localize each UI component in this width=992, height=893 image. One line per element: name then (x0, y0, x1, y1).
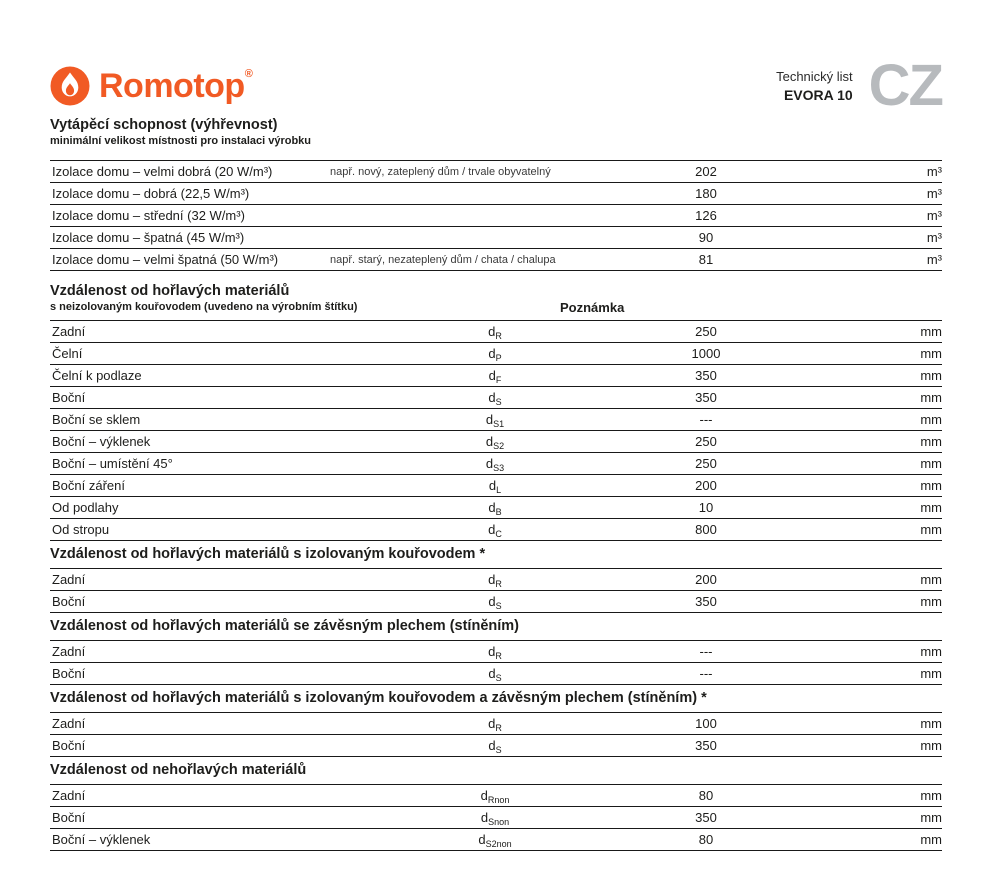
row-value: 100 (695, 716, 717, 731)
row-symbol (460, 368, 530, 383)
row-unit: mm (920, 434, 942, 449)
table-row (50, 519, 942, 541)
row-label: Zadní (52, 716, 86, 731)
symbol-base: d (488, 346, 496, 361)
row-unit: mm (920, 324, 942, 339)
table-row (50, 387, 942, 409)
symbol-subscript: S2non (485, 839, 512, 849)
table-row (50, 785, 942, 807)
symbol-subscript: S (495, 673, 502, 683)
row-label: Od podlahy (52, 500, 119, 515)
row-label: Boční (52, 390, 86, 405)
row-label: Boční (52, 738, 86, 753)
row-label: Izolace domu – velmi dobrá (20 W/m³) (52, 164, 273, 179)
symbol-subscript: S (495, 601, 502, 611)
table-row (50, 183, 942, 205)
symbol-subscript: R (495, 651, 502, 661)
section-title: Vzdálenost od hořlavých materiálů s izolovaným kouřovodem a závěsným plechem (stíněním) * (50, 690, 707, 706)
symbol-subscript: B (495, 507, 502, 517)
distance-insulated-flue-shielding-table (50, 712, 942, 757)
row-label: Izolace domu – špatná (45 W/m³) (52, 230, 245, 245)
row-value: 200 (695, 478, 717, 493)
row-symbol (460, 666, 530, 681)
table-row (50, 161, 942, 183)
row-unit: mm (920, 738, 942, 753)
row-label: Zadní (52, 644, 86, 659)
symbol-subscript: S2 (493, 441, 505, 451)
section-subtitle: s neizolovaným kouřovodem (uvedeno na výrobním štítku) (50, 301, 358, 313)
symbol-base: d (488, 644, 496, 659)
row-unit: mm (920, 478, 942, 493)
row-value: 10 (698, 500, 714, 515)
romotop-logo (50, 66, 253, 106)
row-unit: m³ (926, 164, 942, 179)
symbol-subscript: F (495, 375, 502, 385)
section-title: Vzdálenost od hořlavých materiálů s izolovaným kouřovodem * (50, 546, 486, 562)
row-unit: mm (920, 788, 942, 803)
table-row (50, 343, 942, 365)
row-symbol (460, 478, 530, 493)
document-meta (776, 69, 853, 104)
table-row (50, 227, 942, 249)
symbol-subscript: R (495, 579, 502, 589)
document-type: Technický list (776, 68, 853, 84)
symbol-base: d (488, 572, 496, 587)
distance-shielding-plate-table (50, 640, 942, 685)
table-row (50, 569, 942, 591)
row-label: Boční – výklenek (52, 832, 151, 847)
row-label: Od stropu (52, 522, 110, 537)
row-symbol (460, 390, 530, 405)
table-row (50, 475, 942, 497)
row-symbol (460, 346, 530, 361)
row-value: 180 (695, 186, 717, 201)
section-title: Vzdálenost od nehořlavých materiálů (50, 762, 307, 778)
row-unit: mm (920, 572, 942, 587)
row-unit: mm (920, 412, 942, 427)
country-code: CZ (868, 53, 942, 118)
row-label: Izolace domu – střední (32 W/m³) (52, 208, 245, 223)
row-unit: mm (920, 810, 942, 825)
flame-icon (50, 66, 90, 106)
row-unit: mm (920, 644, 942, 659)
symbol-subscript: S (495, 397, 502, 407)
row-symbol (460, 324, 530, 339)
row-symbol (460, 434, 530, 449)
symbol-subscript: P (495, 353, 502, 363)
row-unit: m³ (926, 186, 942, 201)
row-symbol (460, 738, 530, 753)
row-unit: m³ (926, 252, 942, 267)
distance-noncombustible-table (50, 784, 942, 851)
row-unit: mm (920, 456, 942, 471)
row-symbol (460, 594, 530, 609)
row-label: Boční (52, 666, 86, 681)
row-unit: mm (920, 500, 942, 515)
distance-insulated-flue-table (50, 568, 942, 613)
row-label: Boční – umístění 45° (52, 456, 173, 471)
row-value: 350 (695, 368, 717, 383)
table-row (50, 807, 942, 829)
table-row (50, 713, 942, 735)
row-symbol (460, 810, 530, 825)
row-symbol (460, 644, 530, 659)
row-label: Čelní k podlaze (52, 368, 142, 383)
row-value: 250 (695, 434, 717, 449)
table-row (50, 321, 942, 343)
row-unit: m³ (926, 208, 942, 223)
row-unit: mm (920, 522, 942, 537)
symbol-subscript: C (495, 529, 502, 539)
section-distance-uninsulated-flue (50, 284, 942, 541)
symbol-base: d (485, 456, 494, 471)
table-row (50, 641, 942, 663)
symbol-base: d (488, 478, 497, 493)
symbol-base: d (488, 522, 496, 537)
row-note: např. nový, zateplený dům / trvale obyvatelný (330, 165, 551, 178)
row-symbol (460, 500, 530, 515)
row-value: --- (699, 666, 713, 681)
registered-mark: ® (244, 68, 253, 80)
row-value: 81 (698, 252, 714, 267)
row-unit: mm (920, 594, 942, 609)
symbol-subscript: S (495, 745, 502, 755)
table-row (50, 829, 942, 851)
table-row (50, 249, 942, 271)
symbol-base: d (488, 390, 496, 405)
row-label: Izolace domu – velmi špatná (50 W/m³) (52, 252, 279, 267)
row-unit: mm (920, 368, 942, 383)
symbol-base: d (480, 788, 488, 803)
section-distance-noncombustible (50, 763, 942, 851)
row-value: 350 (695, 390, 717, 405)
symbol-base: d (488, 324, 496, 339)
row-unit: mm (920, 390, 942, 405)
header-right (776, 53, 942, 118)
row-value: 1000 (691, 346, 721, 361)
row-value: 80 (698, 832, 714, 847)
row-value: 202 (695, 164, 717, 179)
row-symbol (460, 522, 530, 537)
row-value: 350 (695, 810, 717, 825)
row-value: 350 (695, 594, 717, 609)
row-value: 250 (695, 456, 717, 471)
row-symbol (460, 456, 530, 471)
row-note: např. starý, nezateplený dům / chata / chalupa (330, 253, 556, 266)
row-label: Boční – výklenek (52, 434, 151, 449)
table-row (50, 409, 942, 431)
symbol-subscript: S3 (493, 463, 505, 473)
table-row (50, 735, 942, 757)
section-distance-insulated-flue-shielding (50, 691, 942, 757)
row-unit: mm (920, 666, 942, 681)
table-row (50, 497, 942, 519)
symbol-base: d (480, 810, 489, 825)
symbol-base: d (488, 666, 496, 681)
symbol-subscript: S1 (493, 419, 505, 429)
section-distance-shielding-plate (50, 619, 942, 685)
section-title: Vytápěcí schopnost (výhřevnost) (50, 117, 278, 133)
note-column-header: Poznámka (560, 300, 625, 315)
row-value: 250 (695, 324, 717, 339)
row-symbol (460, 788, 530, 803)
table-row (50, 663, 942, 685)
row-value: --- (699, 412, 713, 427)
symbol-base: d (485, 412, 494, 427)
section-subtitle: minimální velikost místnosti pro instalaci výrobku (50, 135, 312, 147)
symbol-base: d (488, 716, 496, 731)
brand-name: Romotop (99, 67, 245, 105)
row-label: Boční (52, 594, 86, 609)
row-value: 126 (695, 208, 717, 223)
distance-uninsulated-flue-table (50, 320, 942, 541)
product-name: EVORA 10 (783, 86, 853, 103)
row-value: 800 (695, 522, 717, 537)
symbol-base: d (485, 434, 494, 449)
row-symbol (460, 832, 530, 847)
row-unit: m³ (926, 230, 942, 245)
row-label: Zadní (52, 324, 86, 339)
symbol-subscript: Snon (488, 817, 510, 827)
symbol-base: d (488, 738, 496, 753)
row-label: Boční záření (52, 478, 125, 493)
row-value: --- (699, 644, 713, 659)
row-value: 90 (698, 230, 714, 245)
table-row (50, 453, 942, 475)
row-label: Čelní (52, 346, 83, 361)
section-distance-insulated-flue (50, 547, 942, 613)
row-label: Zadní (52, 572, 86, 587)
page-header (50, 53, 942, 118)
row-unit: mm (920, 832, 942, 847)
row-symbol (460, 572, 530, 587)
row-label: Zadní (52, 788, 86, 803)
section-title: Vzdálenost od hořlavých materiálů se závěsným plechem (stíněním) (50, 618, 519, 634)
row-symbol (460, 716, 530, 731)
row-unit: mm (920, 716, 942, 731)
table-row (50, 365, 942, 387)
row-unit: mm (920, 346, 942, 361)
symbol-base: d (488, 594, 496, 609)
row-value: 80 (698, 788, 714, 803)
section-heating-capacity (50, 118, 942, 271)
table-row (50, 591, 942, 613)
symbol-subscript: L (496, 485, 502, 495)
table-row (50, 205, 942, 227)
row-label: Boční (52, 810, 86, 825)
symbol-base: d (488, 500, 496, 515)
symbol-subscript: R (495, 723, 502, 733)
symbol-base: d (488, 368, 496, 383)
section-subtitle-row (50, 301, 942, 313)
row-value: 350 (695, 738, 717, 753)
section-title: Vzdálenost od hořlavých materiálů (50, 283, 290, 299)
symbol-subscript: Rnon (487, 795, 510, 805)
symbol-subscript: R (495, 331, 502, 341)
row-label: Boční se sklem (52, 412, 141, 427)
heating-capacity-table (50, 160, 942, 271)
row-value: 200 (695, 572, 717, 587)
row-label: Izolace domu – dobrá (22,5 W/m³) (52, 186, 250, 201)
row-symbol (460, 412, 530, 427)
table-row (50, 431, 942, 453)
symbol-base: d (478, 832, 486, 847)
